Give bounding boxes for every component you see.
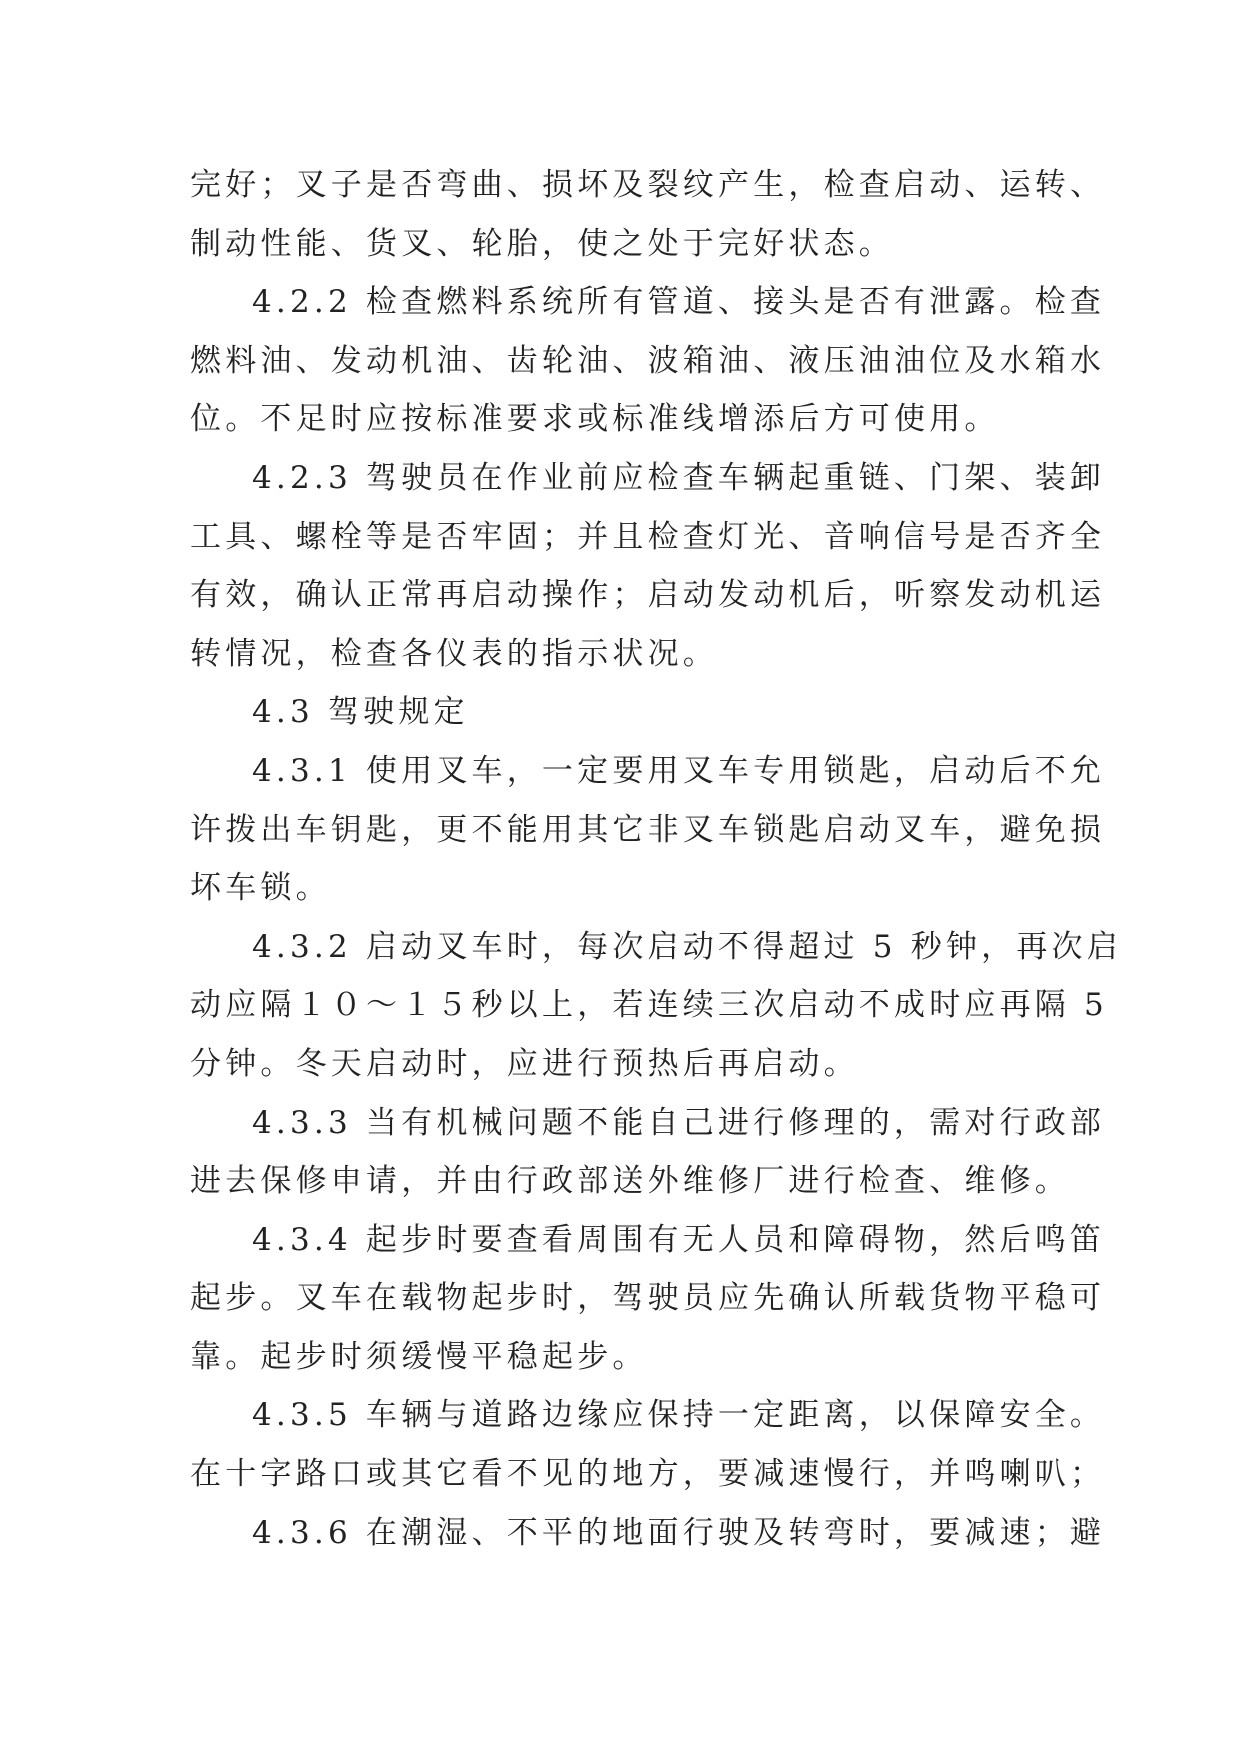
text-line-indented: 4.3.3 当有机械问题不能自己进行修理的，需对行政部 (252, 1104, 1106, 1141)
text-line: 制动性能、货叉、轮胎，使之处于完好状态。 (190, 225, 894, 262)
text-line: 位。不足时应按标准要求或标准线增添后方可使用。 (190, 401, 1000, 438)
text-line: 转情况，检查各仪表的指示状况。 (190, 635, 718, 672)
text-line: 有效，确认正常再启动操作；启动发动机后，听察发动机运 (190, 577, 1106, 614)
text-line: 进去保修申请，并由行政部送外维修厂进行检查、维修。 (190, 1163, 1070, 1200)
text-line: 燃料油、发动机油、齿轮油、波箱油、液压油油位及水箱水 (190, 342, 1106, 379)
text-line-indented: 4.3.1 使用叉车，一定要用叉车专用锁匙，启动后不允 (252, 752, 1106, 789)
text-line: 靠。起步时须缓慢平稳起步。 (190, 1338, 648, 1375)
text-line: 起步。叉车在载物起步时，驾驶员应先确认所载货物平稳可 (190, 1280, 1106, 1317)
text-line: 坏车锁。 (190, 870, 331, 907)
text-line-indented: 4.3.4 起步时要查看周围有无人员和障碍物，然后鸣笛 (252, 1221, 1106, 1258)
text-line: 许拨出车钥匙，更不能用其它非叉车锁匙启动叉车，避免损 (190, 811, 1106, 848)
text-line-indented: 4.2.2 检查燃料系统所有管道、接头是否有泄露。检查 (252, 284, 1106, 321)
text-line: 完好；叉子是否弯曲、损坏及裂纹产生，检查启动、运转、 (190, 167, 1106, 203)
section-heading: 4.3 驾驶规定 (252, 694, 469, 731)
text-line-indented: 4.3.5 车辆与道路边缘应保持一定距离，以保障安全。 (252, 1397, 1106, 1434)
text-line: 动应隔１０～１５秒以上，若连续三次启动不成时应再隔 5 (190, 987, 1108, 1024)
text-line-indented: 4.2.3 驾驶员在作业前应检查车辆起重链、门架、装卸 (252, 459, 1106, 496)
text-line: 工具、螺栓等是否牢固；并且检查灯光、音响信号是否齐全 (190, 518, 1106, 555)
text-line-indented: 4.3.6 在潮湿、不平的地面行驶及转弯时，要减速；避 (252, 1514, 1106, 1551)
text-line-indented: 4.3.2 启动叉车时，每次启动不得超过 5 秒钟，再次启 (252, 928, 1122, 965)
text-line: 分钟。冬天启动时，应进行预热后再启动。 (190, 1045, 859, 1082)
text-line: 在十字路口或其它看不见的地方，要减速慢行，并鸣喇叭； (190, 1456, 1106, 1493)
document-body (190, 156, 1122, 1562)
